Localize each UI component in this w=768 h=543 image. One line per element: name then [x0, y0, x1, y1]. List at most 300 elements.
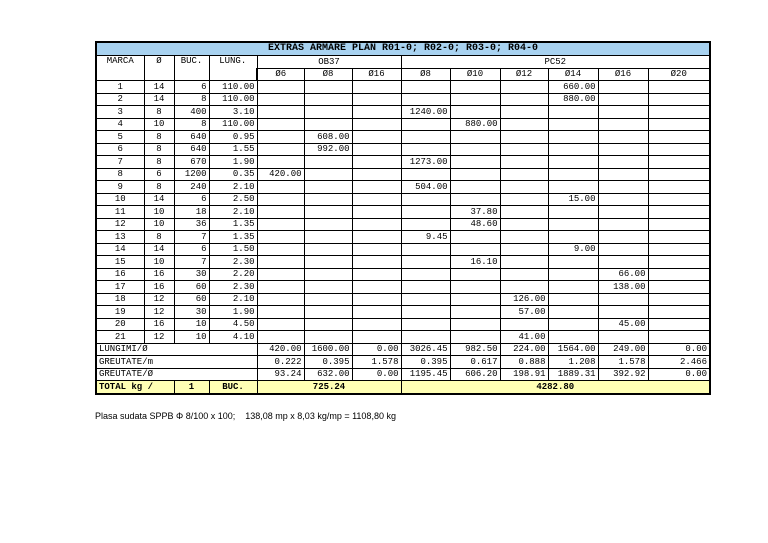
row-length-cell: [598, 331, 648, 344]
row-length-cell: [450, 243, 500, 256]
row-length-cell: [598, 156, 648, 169]
row-length-cell: [500, 156, 548, 169]
row-length-cell: [500, 318, 548, 331]
row-length-cell: [352, 106, 401, 119]
row-length-cell: [648, 331, 710, 344]
row-length-cell: [304, 168, 352, 181]
table-row: [96, 143, 710, 156]
row-length-cell: [352, 318, 401, 331]
row-length-cell: [257, 106, 304, 119]
row-length-cell: [352, 143, 401, 156]
row-diameter: 16: [144, 268, 174, 281]
row-length-cell: [598, 306, 648, 319]
row-length-cell: [401, 93, 450, 106]
row-length-cell: [548, 268, 598, 281]
row-diameter: 8: [144, 106, 174, 119]
row-length-cell: 41.00: [500, 331, 548, 344]
row-marca: 17: [96, 281, 144, 294]
summary-row: [96, 343, 710, 356]
header-lung: LUNG.: [209, 56, 257, 81]
row-diameter: 14: [144, 81, 174, 94]
row-buc: 400: [174, 106, 209, 119]
table-row: [96, 131, 710, 144]
row-length-cell: [598, 181, 648, 194]
row-length-cell: [401, 193, 450, 206]
row-length-cell: [304, 256, 352, 269]
row-lung: 3.10: [209, 106, 257, 119]
row-length-cell: 57.00: [500, 306, 548, 319]
summary-cell: 0.395: [304, 356, 352, 369]
row-length-cell: [500, 193, 548, 206]
summary-cell: 198.91: [500, 368, 548, 381]
row-length-cell: [500, 281, 548, 294]
row-length-cell: [648, 81, 710, 94]
table-row: [96, 331, 710, 344]
row-length-cell: [548, 231, 598, 244]
row-length-cell: [304, 93, 352, 106]
row-length-cell: [548, 106, 598, 119]
row-length-cell: [648, 306, 710, 319]
header-buc: BUC.: [174, 56, 209, 81]
row-marca: 13: [96, 231, 144, 244]
table-title: EXTRAS ARMARE PLAN R01-0; R02-0; R03-0; R04-0: [96, 42, 710, 56]
row-length-cell: [548, 331, 598, 344]
row-diameter: 14: [144, 93, 174, 106]
total-ob37: 725.24: [257, 381, 401, 394]
extras-armare-table: [95, 41, 711, 395]
summary-cell: 224.00: [500, 343, 548, 356]
welded-mesh-note: Plasa sudata SPPB Φ 8/100 x 100; 138,08 mp x 8,03 kg/mp = 1108,80 kg: [95, 411, 396, 421]
row-length-cell: 48.60: [450, 218, 500, 231]
row-length-cell: [450, 268, 500, 281]
row-length-cell: [304, 206, 352, 219]
summary-cell: 420.00: [257, 343, 304, 356]
table-row: [96, 218, 710, 231]
summary-cell: 0.395: [401, 356, 450, 369]
row-lung: 1.35: [209, 218, 257, 231]
row-length-cell: [257, 318, 304, 331]
row-length-cell: [548, 156, 598, 169]
row-length-cell: [648, 268, 710, 281]
row-length-cell: [352, 306, 401, 319]
row-length-cell: [648, 293, 710, 306]
row-diameter: 12: [144, 306, 174, 319]
table-row: [96, 293, 710, 306]
row-length-cell: [598, 193, 648, 206]
row-length-cell: [257, 256, 304, 269]
summary-row: [96, 368, 710, 381]
row-marca: 16: [96, 268, 144, 281]
row-length-cell: 66.00: [598, 268, 648, 281]
table-row: [96, 81, 710, 94]
row-lung: 2.10: [209, 206, 257, 219]
row-diameter: 10: [144, 218, 174, 231]
row-length-cell: [598, 106, 648, 119]
header-ob37-col: Ø16: [352, 68, 401, 81]
row-length-cell: [257, 81, 304, 94]
row-buc: 30: [174, 268, 209, 281]
summary-cell: 0.222: [257, 356, 304, 369]
row-length-cell: [401, 81, 450, 94]
row-buc: 7: [174, 256, 209, 269]
row-length-cell: [352, 206, 401, 219]
row-length-cell: [304, 181, 352, 194]
row-length-cell: [401, 293, 450, 306]
row-buc: 10: [174, 331, 209, 344]
table-row: [96, 206, 710, 219]
row-marca: 9: [96, 181, 144, 194]
row-lung: 110.00: [209, 81, 257, 94]
row-marca: 8: [96, 168, 144, 181]
summary-cell: 1.578: [598, 356, 648, 369]
total-count: 1: [174, 381, 209, 394]
summary-cell: 632.00: [304, 368, 352, 381]
row-length-cell: [304, 106, 352, 119]
row-lung: 2.50: [209, 193, 257, 206]
summary-label: GREUTATE/Ø: [96, 368, 257, 381]
row-length-cell: [352, 81, 401, 94]
table-row: [96, 243, 710, 256]
table-row: [96, 93, 710, 106]
row-lung: 2.20: [209, 268, 257, 281]
row-length-cell: [648, 118, 710, 131]
row-length-cell: [450, 156, 500, 169]
row-length-cell: 37.80: [450, 206, 500, 219]
row-marca: 20: [96, 318, 144, 331]
row-length-cell: [450, 181, 500, 194]
row-length-cell: [450, 81, 500, 94]
row-diameter: 8: [144, 181, 174, 194]
row-length-cell: [548, 131, 598, 144]
row-marca: 2: [96, 93, 144, 106]
row-length-cell: [598, 168, 648, 181]
summary-cell: 1195.45: [401, 368, 450, 381]
row-length-cell: [304, 293, 352, 306]
header-group-ob37: OB37: [257, 56, 401, 69]
row-lung: 2.10: [209, 181, 257, 194]
row-length-cell: [598, 231, 648, 244]
row-length-cell: 138.00: [598, 281, 648, 294]
row-length-cell: [352, 156, 401, 169]
row-length-cell: 15.00: [548, 193, 598, 206]
summary-cell: 249.00: [598, 343, 648, 356]
row-length-cell: [450, 143, 500, 156]
row-length-cell: [304, 81, 352, 94]
table-row: [96, 106, 710, 119]
row-length-cell: [548, 181, 598, 194]
row-length-cell: 1273.00: [401, 156, 450, 169]
row-marca: 6: [96, 143, 144, 156]
total-pc52: 4282.80: [401, 381, 710, 394]
row-length-cell: [304, 268, 352, 281]
row-length-cell: [450, 193, 500, 206]
table-row: [96, 181, 710, 194]
row-length-cell: [352, 293, 401, 306]
row-length-cell: [352, 131, 401, 144]
row-buc: 640: [174, 131, 209, 144]
row-length-cell: [257, 156, 304, 169]
header-pc52-col: Ø10: [450, 68, 500, 81]
row-length-cell: [598, 93, 648, 106]
row-length-cell: [500, 268, 548, 281]
row-length-cell: 9.00: [548, 243, 598, 256]
summary-cell: 0.00: [648, 368, 710, 381]
row-length-cell: [304, 331, 352, 344]
summary-cell: 1564.00: [548, 343, 598, 356]
row-length-cell: [648, 256, 710, 269]
row-length-cell: [450, 93, 500, 106]
row-length-cell: 880.00: [450, 118, 500, 131]
row-buc: 8: [174, 118, 209, 131]
row-length-cell: [352, 256, 401, 269]
row-length-cell: [500, 206, 548, 219]
row-length-cell: [500, 231, 548, 244]
row-length-cell: 420.00: [257, 168, 304, 181]
row-length-cell: [500, 256, 548, 269]
summary-cell: 1600.00: [304, 343, 352, 356]
summary-cell: 606.20: [450, 368, 500, 381]
row-length-cell: [352, 118, 401, 131]
row-length-cell: [648, 131, 710, 144]
row-buc: 1200: [174, 168, 209, 181]
table-row: [96, 256, 710, 269]
row-marca: 10: [96, 193, 144, 206]
row-buc: 240: [174, 181, 209, 194]
row-length-cell: [500, 243, 548, 256]
row-length-cell: [257, 331, 304, 344]
row-length-cell: [401, 243, 450, 256]
row-length-cell: [548, 118, 598, 131]
row-lung: 2.10: [209, 293, 257, 306]
row-length-cell: [500, 106, 548, 119]
header-pc52-col: Ø20: [648, 68, 710, 81]
row-lung: 1.50: [209, 243, 257, 256]
table-row: [96, 156, 710, 169]
row-length-cell: [450, 281, 500, 294]
row-length-cell: [598, 293, 648, 306]
row-length-cell: 504.00: [401, 181, 450, 194]
row-length-cell: [598, 81, 648, 94]
row-length-cell: [257, 206, 304, 219]
row-length-cell: [401, 143, 450, 156]
row-length-cell: [304, 231, 352, 244]
row-length-cell: [548, 168, 598, 181]
row-marca: 5: [96, 131, 144, 144]
row-length-cell: [401, 318, 450, 331]
row-length-cell: [401, 281, 450, 294]
row-length-cell: [500, 218, 548, 231]
row-lung: 110.00: [209, 93, 257, 106]
summary-cell: 392.92: [598, 368, 648, 381]
row-lung: 1.35: [209, 231, 257, 244]
row-length-cell: [304, 306, 352, 319]
row-lung: 0.35: [209, 168, 257, 181]
row-length-cell: [352, 181, 401, 194]
row-length-cell: [648, 193, 710, 206]
row-lung: 4.50: [209, 318, 257, 331]
row-buc: 670: [174, 156, 209, 169]
header-pc52-col: Ø16: [598, 68, 648, 81]
summary-cell: 2.466: [648, 356, 710, 369]
total-unit: BUC.: [209, 381, 257, 394]
row-diameter: 16: [144, 281, 174, 294]
row-marca: 3: [96, 106, 144, 119]
row-length-cell: [648, 93, 710, 106]
header-pc52-col: Ø14: [548, 68, 598, 81]
row-length-cell: 1240.00: [401, 106, 450, 119]
row-length-cell: [257, 218, 304, 231]
summary-cell: 3026.45: [401, 343, 450, 356]
row-length-cell: [401, 118, 450, 131]
row-length-cell: [257, 143, 304, 156]
row-buc: 640: [174, 143, 209, 156]
row-length-cell: [450, 331, 500, 344]
row-buc: 60: [174, 293, 209, 306]
row-lung: 1.90: [209, 156, 257, 169]
row-marca: 4: [96, 118, 144, 131]
row-length-cell: [257, 93, 304, 106]
row-length-cell: [648, 168, 710, 181]
row-length-cell: [450, 168, 500, 181]
row-length-cell: [548, 281, 598, 294]
row-buc: 6: [174, 243, 209, 256]
row-length-cell: 9.45: [401, 231, 450, 244]
row-buc: 60: [174, 281, 209, 294]
row-buc: 36: [174, 218, 209, 231]
summary-cell: 0.617: [450, 356, 500, 369]
row-length-cell: [548, 293, 598, 306]
row-length-cell: [500, 118, 548, 131]
row-length-cell: [648, 143, 710, 156]
row-length-cell: [548, 206, 598, 219]
row-marca: 11: [96, 206, 144, 219]
table-row: [96, 268, 710, 281]
row-length-cell: [401, 306, 450, 319]
row-length-cell: [648, 231, 710, 244]
row-diameter: 6: [144, 168, 174, 181]
row-length-cell: [401, 206, 450, 219]
row-length-cell: 45.00: [598, 318, 648, 331]
row-length-cell: [257, 231, 304, 244]
row-length-cell: [401, 218, 450, 231]
row-buc: 8: [174, 93, 209, 106]
row-length-cell: [500, 168, 548, 181]
row-length-cell: 608.00: [304, 131, 352, 144]
row-diameter: 12: [144, 293, 174, 306]
row-length-cell: [257, 293, 304, 306]
row-length-cell: [450, 318, 500, 331]
row-marca: 12: [96, 218, 144, 231]
summary-cell: 0.00: [648, 343, 710, 356]
header-ob37-col: Ø8: [304, 68, 352, 81]
row-marca: 15: [96, 256, 144, 269]
row-lung: 2.30: [209, 281, 257, 294]
row-length-cell: [257, 193, 304, 206]
row-length-cell: [401, 331, 450, 344]
row-length-cell: [257, 131, 304, 144]
table-row: [96, 318, 710, 331]
row-diameter: 14: [144, 193, 174, 206]
row-lung: 0.95: [209, 131, 257, 144]
row-length-cell: [257, 268, 304, 281]
row-length-cell: [304, 281, 352, 294]
row-diameter: 16: [144, 318, 174, 331]
row-length-cell: [598, 256, 648, 269]
row-length-cell: [257, 281, 304, 294]
table-row: [96, 281, 710, 294]
row-length-cell: [450, 231, 500, 244]
row-length-cell: 16.10: [450, 256, 500, 269]
row-length-cell: [648, 106, 710, 119]
row-length-cell: [598, 143, 648, 156]
summary-cell: 0.00: [352, 368, 401, 381]
row-length-cell: [257, 118, 304, 131]
row-length-cell: [352, 281, 401, 294]
row-diameter: 10: [144, 118, 174, 131]
header-group-pc52: PC52: [401, 56, 710, 69]
header-ob37-col: Ø6: [257, 68, 304, 81]
row-length-cell: [401, 131, 450, 144]
row-length-cell: [352, 243, 401, 256]
row-buc: 6: [174, 81, 209, 94]
row-length-cell: [648, 156, 710, 169]
row-length-cell: [648, 218, 710, 231]
row-length-cell: [304, 156, 352, 169]
header-diameter: Ø: [144, 56, 174, 81]
row-marca: 7: [96, 156, 144, 169]
row-length-cell: [352, 218, 401, 231]
row-length-cell: [450, 106, 500, 119]
row-buc: 6: [174, 193, 209, 206]
summary-cell: 1.578: [352, 356, 401, 369]
row-diameter: 10: [144, 206, 174, 219]
row-length-cell: [352, 193, 401, 206]
row-length-cell: [548, 306, 598, 319]
table-row: [96, 118, 710, 131]
row-length-cell: 126.00: [500, 293, 548, 306]
row-marca: 21: [96, 331, 144, 344]
row-length-cell: 992.00: [304, 143, 352, 156]
row-length-cell: [500, 143, 548, 156]
row-marca: 14: [96, 243, 144, 256]
table-row: [96, 193, 710, 206]
summary-label: GREUTATE/m: [96, 356, 257, 369]
summary-cell: 93.24: [257, 368, 304, 381]
summary-cell: 0.00: [352, 343, 401, 356]
row-length-cell: [548, 218, 598, 231]
header-marca: MARCA: [96, 56, 144, 81]
row-marca: 1: [96, 81, 144, 94]
row-length-cell: [598, 243, 648, 256]
row-length-cell: [648, 243, 710, 256]
row-length-cell: [648, 206, 710, 219]
row-length-cell: [257, 243, 304, 256]
summary-row: [96, 356, 710, 369]
row-length-cell: [352, 231, 401, 244]
row-length-cell: [548, 256, 598, 269]
header-pc52-col: Ø12: [500, 68, 548, 81]
row-length-cell: [500, 81, 548, 94]
row-lung: 2.30: [209, 256, 257, 269]
row-buc: 30: [174, 306, 209, 319]
row-length-cell: [450, 306, 500, 319]
row-lung: 1.90: [209, 306, 257, 319]
table-row: [96, 168, 710, 181]
row-length-cell: [548, 318, 598, 331]
row-length-cell: [257, 306, 304, 319]
row-length-cell: 660.00: [548, 81, 598, 94]
row-length-cell: [548, 143, 598, 156]
